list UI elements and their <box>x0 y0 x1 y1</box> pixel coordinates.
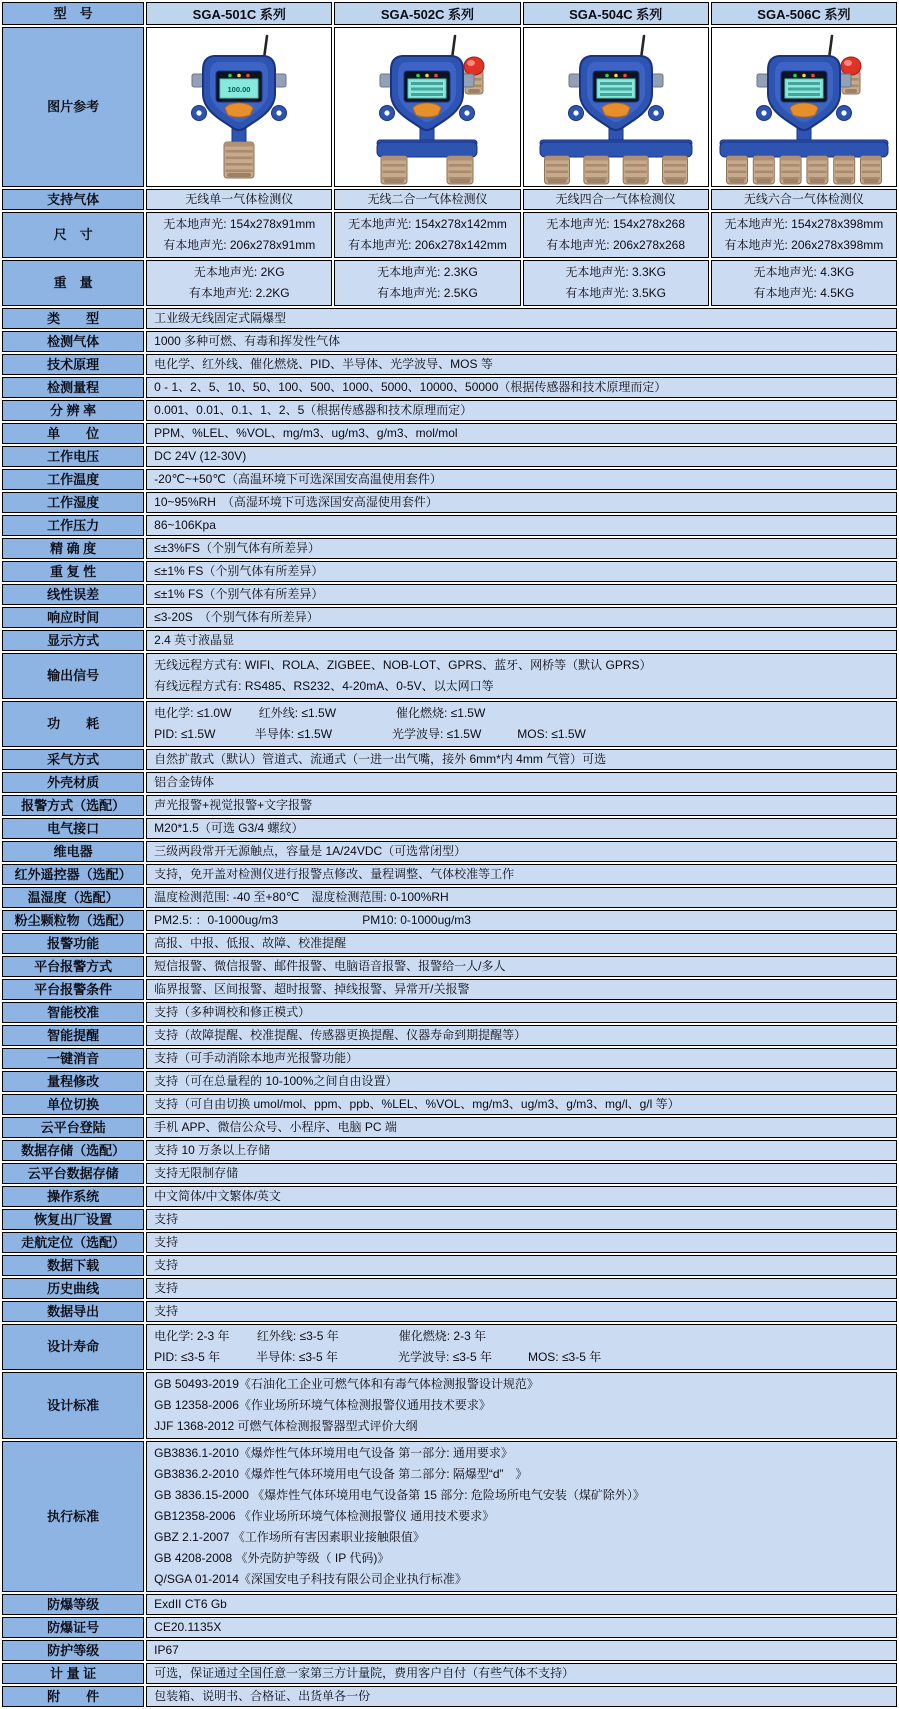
spec-row-value <box>146 584 897 605</box>
spec-text-line: 无本地声光: 154x278x398mm <box>724 217 884 231</box>
spec-row-label: 检测气体 <box>2 331 144 352</box>
spec-row-label: 粉尘颗粒物（选配） <box>2 910 144 931</box>
spec-text-line: ExdII CT6 Gb <box>154 1597 227 1611</box>
product-image-sga-504c <box>523 27 709 187</box>
spec-row-value <box>146 1324 897 1370</box>
spec-text-line: 电化学: 2-3 年 红外线: ≤3-5 年 催化燃烧: 2-3 年 <box>154 1329 487 1343</box>
spec-row <box>2 910 897 931</box>
spec-text-line: 有本地声光: 2.5KG <box>377 286 478 300</box>
compare-value-sga-504c <box>523 212 709 258</box>
spec-row-label: 平台报警方式 <box>2 956 144 977</box>
spec-row-value <box>146 1686 897 1707</box>
spec-text-line: 临界报警、区间报警、超时报警、掉线报警、异常开/关报警 <box>154 982 470 996</box>
spec-row <box>2 749 897 770</box>
spec-text-line: 支持（故障提醒、校准提醒、传感器更换提醒、仪器寿命到期提醒等） <box>154 1028 527 1042</box>
spec-row-label: 报警方式（选配） <box>2 795 144 816</box>
spec-text-line: 有本地声光: 4.5KG <box>753 286 855 300</box>
spec-row <box>2 1094 897 1115</box>
spec-row-value <box>146 749 897 770</box>
spec-row <box>2 1324 897 1370</box>
spec-row-value <box>146 469 897 490</box>
spec-row-value <box>146 354 897 375</box>
spec-row-label: 操作系统 <box>2 1186 144 1207</box>
spec-row-label: 工作电压 <box>2 446 144 467</box>
model-row-label: 型 号 <box>2 2 144 25</box>
spec-row <box>2 1002 897 1023</box>
compare-row-label: 尺 寸 <box>2 212 144 258</box>
spec-row-label: 采气方式 <box>2 749 144 770</box>
spec-row-label: 防爆等级 <box>2 1594 144 1615</box>
spec-row <box>2 1186 897 1207</box>
spec-row <box>2 1232 897 1253</box>
spec-row <box>2 1686 897 1707</box>
spec-text-line: 支持 <box>154 1258 179 1272</box>
spec-row-value <box>146 377 897 398</box>
spec-row-value <box>146 607 897 628</box>
product-image-row <box>2 27 897 187</box>
compare-value-sga-501c <box>146 189 332 210</box>
spec-row-value <box>146 1094 897 1115</box>
spec-text-line: 支持 10 万条以上存储 <box>154 1143 271 1157</box>
spec-text-line: GB 50493-2019《石油化工企业可燃气体和有毒气体检测报警设计规范》 <box>154 1377 539 1391</box>
product-image-sga-501c <box>146 27 332 187</box>
spec-row <box>2 492 897 513</box>
spec-row-label: 外壳材质 <box>2 772 144 793</box>
spec-text-line: Q/SGA 01-2014《深国安电子科技有限公司企业执行标准》 <box>154 1572 467 1586</box>
model-header-sga-501c: SGA-501C 系列 <box>146 2 332 25</box>
spec-text-line: 有本地声光: 206x278x268 <box>546 238 686 252</box>
spec-row-value <box>146 515 897 536</box>
spec-text-line: 支持，免开盖对检测仪进行报警点修改、量程调整、气体校准等工作 <box>154 867 515 881</box>
spec-row <box>2 1617 897 1638</box>
spec-row-value <box>146 1117 897 1138</box>
spec-text-line: 自然扩散式（默认）管道式、流通式（一进一出气嘴，接外 6mm*内 4mm 气管）可选 <box>154 752 607 766</box>
spec-row <box>2 561 897 582</box>
spec-text-line: PID: ≤3-5 年 半导体: ≤3-5 年 光学波导: ≤3-5 年 MOS: ≤3-5 年 <box>154 1350 602 1364</box>
spec-row <box>2 515 897 536</box>
compare-value-sga-506c <box>711 260 897 306</box>
spec-text-line: 声光报警+视觉报警+文字报警 <box>154 798 313 812</box>
spec-row-value <box>146 818 897 839</box>
spec-text-line: 三级两段常开无源触点，容量是 1A/24VDC（可选常闭型） <box>154 844 467 858</box>
spec-row <box>2 607 897 628</box>
spec-row <box>2 933 897 954</box>
spec-row <box>2 377 897 398</box>
spec-text-line: 有本地声光: 206x278x398mm <box>724 238 884 252</box>
spec-row-value <box>146 772 897 793</box>
spec-row-label: 温湿度（选配） <box>2 887 144 908</box>
spec-row <box>2 400 897 421</box>
spec-row <box>2 772 897 793</box>
spec-row-label: 输出信号 <box>2 653 144 699</box>
spec-row <box>2 584 897 605</box>
spec-text-line: 支持 <box>154 1212 179 1226</box>
spec-row-value <box>146 308 897 329</box>
spec-row-value <box>146 1255 897 1276</box>
spec-row-value <box>146 1617 897 1638</box>
spec-text-line: 铝合金铸体 <box>154 775 215 789</box>
spec-row-label: 云平台数据存储 <box>2 1163 144 1184</box>
spec-text-line: 支持 <box>154 1235 179 1249</box>
spec-row-label: 防护等级 <box>2 1640 144 1661</box>
spec-text-line: JJF 1368-2012 可燃气体检测报警器型式评价大纲 <box>154 1419 418 1433</box>
spec-row-value <box>146 653 897 699</box>
spec-row <box>2 1441 897 1592</box>
spec-row-value <box>146 1278 897 1299</box>
spec-text-line: 支持（可自由切换 umol/mol、ppm、ppb、%LEL、%VOL、mg/m3、ug/m3、g/m3、mg/l、g/l 等） <box>154 1097 680 1111</box>
spec-text-line: 0 - 1、2、5、10、50、100、500、1000、5000、10000、50000（根据传感器和技术原理而定） <box>154 380 667 394</box>
spec-row-label: 电气接口 <box>2 818 144 839</box>
spec-text-line: 支持（多种调校和修正模式） <box>154 1005 311 1019</box>
spec-row-label: 云平台登陆 <box>2 1117 144 1138</box>
spec-row <box>2 630 897 651</box>
spec-row-label: 工作温度 <box>2 469 144 490</box>
spec-row-value <box>146 1163 897 1184</box>
spec-row-label: 一键消音 <box>2 1048 144 1069</box>
compare-value-sga-502c <box>334 212 520 258</box>
spec-row <box>2 538 897 559</box>
spec-row <box>2 1209 897 1230</box>
spec-row-value <box>146 561 897 582</box>
spec-row-label: 智能校准 <box>2 1002 144 1023</box>
spec-text-line: 无线二合一气体检测仪 <box>367 192 488 206</box>
spec-row-value <box>146 1232 897 1253</box>
spec-row-value <box>146 1025 897 1046</box>
spec-row <box>2 979 897 1000</box>
spec-row <box>2 1640 897 1661</box>
spec-row <box>2 956 897 977</box>
spec-row-value <box>146 446 897 467</box>
model-header-sga-502c: SGA-502C 系列 <box>334 2 520 25</box>
spec-text-line: 无本地声光: 2KG <box>193 265 285 279</box>
spec-text-line: M20*1.5（可选 G3/4 螺纹） <box>154 821 304 835</box>
spec-row-value <box>146 1372 897 1439</box>
gas-detector-illustration <box>531 30 701 186</box>
spec-text-line: 无线远程方式有: WIFI、ROLA、ZIGBEE、NOB-LOT、GPRS、蓝牙、网桥等（默认 GPRS） <box>154 658 652 672</box>
spec-row <box>2 864 897 885</box>
compare-value-sga-502c <box>334 189 520 210</box>
spec-row-value <box>146 1663 897 1684</box>
spec-row-label: 功 耗 <box>2 701 144 747</box>
spec-row <box>2 887 897 908</box>
spec-row-value <box>146 795 897 816</box>
spec-text-line: GB 3836.15-2000 《爆炸性气体环境用电气设备第 15 部分: 危险场所电气安装（煤矿除外）》 <box>154 1488 645 1502</box>
spec-row-label: 执行标准 <box>2 1441 144 1592</box>
spec-row-value <box>146 423 897 444</box>
spec-row-value <box>146 1209 897 1230</box>
spec-text-line: 2.4 英寸液晶显 <box>154 633 235 647</box>
spec-row-value <box>146 956 897 977</box>
spec-row-label: 历史曲线 <box>2 1278 144 1299</box>
spec-row-value <box>146 1048 897 1069</box>
spec-row-label: 分 辨 率 <box>2 400 144 421</box>
compare-value-sga-504c <box>523 189 709 210</box>
spec-row-label: 数据下载 <box>2 1255 144 1276</box>
gas-detector-illustration <box>719 30 889 186</box>
spec-text-line: 无本地声光: 154x278x268 <box>546 217 686 231</box>
spec-text-line: 无线单一气体检测仪 <box>185 192 294 206</box>
spec-text-line: 支持 <box>154 1281 179 1295</box>
spec-text-line: 无本地声光: 4.3KG <box>753 265 855 279</box>
spec-row-value <box>146 492 897 513</box>
spec-row-label: 维电器 <box>2 841 144 862</box>
spec-text-line: 高报、中报、低报、故障、校准提醒 <box>154 936 347 950</box>
spec-text-line: 10~95%RH （高湿环境下可选深国安高湿使用套件） <box>154 495 438 509</box>
spec-text-line: 无本地声光: 154x278x91mm <box>163 217 316 231</box>
spec-row-value <box>146 331 897 352</box>
spec-text-line: GB12358-2006 《作业场所环境气体检测报警仪 通用技术要求》 <box>154 1509 495 1523</box>
spec-text-line: PPM、%LEL、%VOL、mg/m3、ug/m3、g/m3、mol/mol <box>154 426 458 440</box>
spec-row-value <box>146 1441 897 1592</box>
spec-text-line: ≤3-20S （个别气体有所差异） <box>154 610 319 624</box>
spec-text-line: DC 24V (12-30V) <box>154 449 247 463</box>
gas-detector-illustration <box>342 30 512 186</box>
spec-text-line: GBZ 2.1-2007 《工作场所有害因素职业接触限值》 <box>154 1530 425 1544</box>
compare-value-sga-504c <box>523 260 709 306</box>
spec-table-body <box>2 2 897 1707</box>
model-header-sga-504c: SGA-504C 系列 <box>523 2 709 25</box>
spec-text-line: 无线六合一气体检测仪 <box>743 192 864 206</box>
spec-text-line: 无线四合一气体检测仪 <box>555 192 676 206</box>
gas-detector-illustration <box>154 30 324 186</box>
spec-text-line: 短信报警、微信报警、邮件报警、电脑语音报警、报警给一人/多人 <box>154 959 506 973</box>
spec-text-line: 86~106Kpa <box>154 518 216 532</box>
spec-row-label: 计 量 证 <box>2 1663 144 1684</box>
spec-text-line: PM2.5: ：0-1000ug/m3 PM10: 0-1000ug/m3 <box>154 913 471 927</box>
spec-row-label: 工作湿度 <box>2 492 144 513</box>
spec-text-line: 手机 APP、微信公众号、小程序、电脑 PC 端 <box>154 1120 397 1134</box>
compare-value-sga-501c <box>146 260 332 306</box>
spec-row-value <box>146 841 897 862</box>
spec-row <box>2 1278 897 1299</box>
spec-text-line: 包装箱、说明书、合格证、出货单各一份 <box>154 1689 371 1703</box>
spec-row <box>2 1163 897 1184</box>
compare-row <box>2 212 897 258</box>
spec-row-value <box>146 933 897 954</box>
spec-text-line: IP67 <box>154 1643 179 1657</box>
compare-value-sga-506c <box>711 189 897 210</box>
spec-row-label: 走航定位（选配） <box>2 1232 144 1253</box>
spec-row-value <box>146 1594 897 1615</box>
spec-text-line: 支持无限制存储 <box>154 1166 239 1180</box>
spec-text-line: 无本地声光: 2.3KG <box>377 265 478 279</box>
spec-text-line: 中文简体/中文繁体/英文 <box>154 1189 281 1203</box>
spec-row-value <box>146 1301 897 1322</box>
spec-row-label: 单 位 <box>2 423 144 444</box>
spec-row-value <box>146 400 897 421</box>
spec-row-label: 数据导出 <box>2 1301 144 1322</box>
spec-text-line: ≤±3%FS（个别气体有所差异） <box>154 541 321 555</box>
spec-row-label: 量程修改 <box>2 1071 144 1092</box>
spec-row-label: 工作压力 <box>2 515 144 536</box>
spec-text-line: 电化学、红外线、催化燃烧、PID、半导体、光学波导、MOS 等 <box>154 357 493 371</box>
spec-text-line: 无本地声光: 3.3KG <box>565 265 667 279</box>
spec-row <box>2 446 897 467</box>
spec-row-label: 线性误差 <box>2 584 144 605</box>
spec-row-value <box>146 1071 897 1092</box>
spec-row-label: 技术原理 <box>2 354 144 375</box>
compare-row <box>2 189 897 210</box>
spec-text-line: ≤±1% FS（个别气体有所差异） <box>154 564 324 578</box>
spec-row-label: 重 复 性 <box>2 561 144 582</box>
spec-row <box>2 1071 897 1092</box>
spec-row <box>2 354 897 375</box>
spec-row-label: 设计标准 <box>2 1372 144 1439</box>
spec-row-label: 设计寿命 <box>2 1324 144 1370</box>
spec-text-line: 电化学: ≤1.0W 红外线: ≤1.5W 催化燃烧: ≤1.5W <box>154 706 486 720</box>
product-image-sga-502c <box>334 27 520 187</box>
spec-row <box>2 818 897 839</box>
model-header-row <box>2 2 897 25</box>
spec-text-line: 无本地声光: 154x278x142mm <box>348 217 507 231</box>
spec-row-label: 数据存储（选配） <box>2 1140 144 1161</box>
compare-row <box>2 260 897 306</box>
spec-row <box>2 1663 897 1684</box>
spec-row-value <box>146 1186 897 1207</box>
spec-text-line: 有线远程方式有: RS485、RS232、4-20mA、0-5V、以太网口等 <box>154 679 494 693</box>
spec-row <box>2 701 897 747</box>
image-row-label: 图片参考 <box>2 27 144 187</box>
spec-row <box>2 1117 897 1138</box>
spec-row <box>2 653 897 699</box>
spec-row <box>2 1025 897 1046</box>
compare-value-sga-502c <box>334 260 520 306</box>
spec-row-label: 报警功能 <box>2 933 144 954</box>
spec-row <box>2 1372 897 1439</box>
spec-text-line: GB 4208-2008 《外壳防护等级（ IP 代码)》 <box>154 1551 390 1565</box>
spec-row-value <box>146 910 897 931</box>
spec-row-label: 响应时间 <box>2 607 144 628</box>
model-header-sga-506c: SGA-506C 系列 <box>711 2 897 25</box>
spec-text-line: -20℃~+50℃（高温环境下可选深国安高温使用套件） <box>154 472 442 486</box>
spec-text-line: GB 12358-2006《作业场所环境气体检测报警仪通用技术要求》 <box>154 1398 491 1412</box>
spec-text-line: PID: ≤1.5W 半导体: ≤1.5W 光学波导: ≤1.5W MOS: ≤1.5W <box>154 727 586 741</box>
spec-row <box>2 841 897 862</box>
spec-text-line: GB3836.2-2010《爆炸性气体环境用电气设备 第二部分: 隔爆型“d” 》 <box>154 1467 528 1481</box>
spec-row <box>2 1301 897 1322</box>
spec-row <box>2 423 897 444</box>
spec-text-line: 支持（可在总量程的 10-100%之间自由设置） <box>154 1074 398 1088</box>
spec-text-line: 有本地声光: 206x278x91mm <box>163 238 316 252</box>
spec-row-value <box>146 538 897 559</box>
spec-text-line: 0.001、0.01、0.1、1、2、5（根据传感器和技术原理而定） <box>154 403 473 417</box>
svg-text:100.00: 100.00 <box>227 85 251 94</box>
spec-row-value <box>146 864 897 885</box>
compare-value-sga-506c <box>711 212 897 258</box>
spec-row <box>2 1255 897 1276</box>
spec-text-line: 可选，保证通过全国任意一家第三方计量院，费用客户自付（有些气体不支持） <box>154 1666 575 1680</box>
spec-text-line: 温度检测范围: -40 至+80℃ 湿度检测范围: 0-100%RH <box>154 890 449 904</box>
product-image-sga-506c <box>711 27 897 187</box>
spec-row <box>2 795 897 816</box>
spec-row-label: 平台报警条件 <box>2 979 144 1000</box>
spec-row <box>2 308 897 329</box>
spec-row-value <box>146 630 897 651</box>
spec-text-line: 支持（可手动消除本地声光报警功能） <box>154 1051 359 1065</box>
spec-row-label: 显示方式 <box>2 630 144 651</box>
spec-row-label: 单位切换 <box>2 1094 144 1115</box>
spec-row-label: 附 件 <box>2 1686 144 1707</box>
spec-row <box>2 1594 897 1615</box>
spec-row-label: 精 确 度 <box>2 538 144 559</box>
spec-row-value <box>146 701 897 747</box>
spec-row <box>2 1140 897 1161</box>
spec-row-value <box>146 979 897 1000</box>
spec-text-line: 有本地声光: 2.2KG <box>188 286 290 300</box>
compare-row-label: 支持气体 <box>2 189 144 210</box>
spec-text-line: GB3836.1-2010《爆炸性气体环境用电气设备 第一部分: 通用要求》 <box>154 1446 513 1460</box>
spec-text-line: 有本地声光: 3.5KG <box>565 286 667 300</box>
spec-row-value <box>146 1140 897 1161</box>
spec-row-label: 智能提醒 <box>2 1025 144 1046</box>
spec-text-line: CE20.1135X <box>154 1620 222 1634</box>
spec-text-line: 工业级无线固定式隔爆型 <box>154 311 287 325</box>
spec-row-label: 检测量程 <box>2 377 144 398</box>
spec-row-label: 防爆证号 <box>2 1617 144 1638</box>
spec-row-value <box>146 1002 897 1023</box>
compare-row-label: 重 量 <box>2 260 144 306</box>
spec-row-label: 恢复出厂设置 <box>2 1209 144 1230</box>
spec-row-label: 类 型 <box>2 308 144 329</box>
spec-row <box>2 331 897 352</box>
compare-value-sga-501c <box>146 212 332 258</box>
spec-text-line: ≤±1% FS（个别气体有所差异） <box>154 587 324 601</box>
spec-text-line: 1000 多种可燃、有毒和挥发性气体 <box>154 334 341 348</box>
spec-row <box>2 469 897 490</box>
spec-text-line: 支持 <box>154 1304 179 1318</box>
spec-text-line: 有本地声光: 206x278x142mm <box>348 238 507 252</box>
spec-row <box>2 1048 897 1069</box>
spec-row-value <box>146 1640 897 1661</box>
spec-row-value <box>146 887 897 908</box>
spec-row-label: 红外遥控器（选配） <box>2 864 144 885</box>
